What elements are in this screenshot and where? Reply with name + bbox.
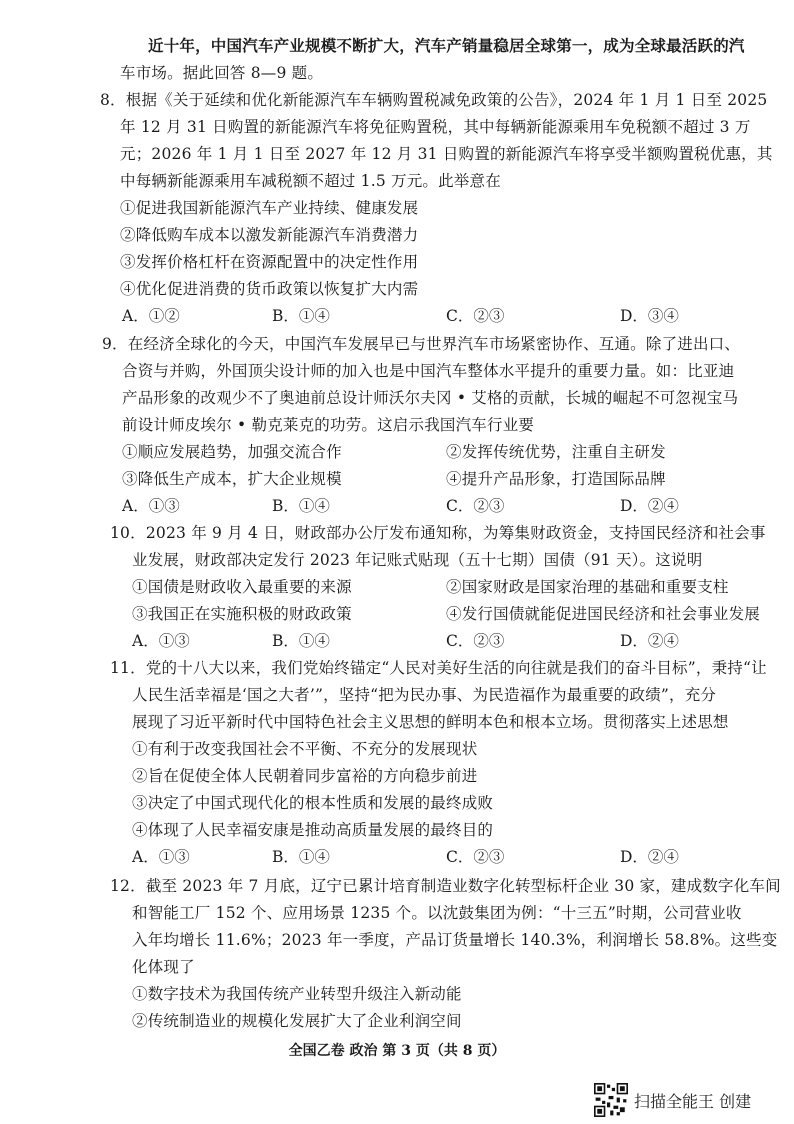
q9-statement-1: ①顺应发展趋势，加强交流合作 [122, 443, 342, 461]
q9-option-d[interactable]: D．②④ [620, 497, 679, 515]
q9-stem-line-3: 产品形象的改观少不了奥迪前总设计师沃尔夫冈 • 艾格的贡献，长城的崛起不可忽视宝马 [122, 389, 739, 407]
q8-stem-line-4: 中每辆新能源乘用车减税额不超过 1.5 万元。此举意在 [120, 172, 501, 190]
q11-statement-2: ②旨在促使全体人民朝着同步富裕的方向稳步前进 [132, 767, 478, 785]
q9-statement-2: ②发挥传统优势，注重自主研发 [446, 443, 666, 461]
q8-option-c[interactable]: C．②③ [446, 307, 505, 325]
q8-statement-2: ②降低购车成本以激发新能源汽车消费潜力 [120, 226, 419, 244]
q9-option-a[interactable]: A．①③ [122, 497, 180, 515]
q11-stem-line-1: 11．党的十八大以来，我们党始终锚定“人民对美好生活的向往就是我们的奋斗目标”，秉持“让 [110, 659, 767, 677]
page-footer: 全国乙卷 政治 第 3 页（共 8 页） [288, 1043, 506, 1059]
q10-stem-line-1: 10．2023 年 9 月 4 日，财政部办公厅发布通知称，为筹集财政资金，支持国民经济和社会事 [110, 524, 766, 542]
q10-statement-3: ③我国正在实施积极的财政政策 [132, 605, 352, 623]
q12-stem-line-2: 和智能工厂 152 个、应用场景 1235 个。以沈鼓集团为例：“十三五”时期，公司营业收 [132, 904, 742, 922]
q11-option-c[interactable]: C．②③ [446, 848, 505, 866]
intro-line-1: 近十年，中国汽车产业规模不断扩大，汽车产销量稳居全球第一，成为全球最活跃的汽 [148, 36, 745, 55]
q8-stem-line-2: 年 12 月 31 日购置的新能源汽车将免征购置税，其中每辆新能源乘用车免税额不超过 3 万 [120, 118, 751, 136]
q9-stem-line-4: 前设计师皮埃尔 • 勒克莱克的功劳。这启示我国汽车行业要 [122, 416, 535, 434]
q11-option-a[interactable]: A．①③ [132, 848, 190, 866]
qr-code-icon [594, 1083, 628, 1117]
q10-statement-4: ④发行国债就能促进国民经济和社会事业发展 [446, 605, 761, 623]
q8-statement-4: ④优化促进消费的货币政策以恢复扩大内需 [120, 280, 419, 298]
q9-statement-3: ③降低生产成本，扩大企业规模 [122, 470, 342, 488]
q11-statement-1: ①有利于改变我国社会不平衡、不充分的发展现状 [132, 740, 478, 758]
q12-stem-line-4: 化体现了 [132, 958, 195, 976]
q10-option-c[interactable]: C．②③ [446, 632, 505, 650]
q9-stem-line-2: 合资与并购，外国顶尖设计师的加入也是中国汽车整体水平提升的重要力量。如：比亚迪 [122, 362, 735, 380]
q9-option-b[interactable]: B．①④ [272, 497, 330, 515]
q12-stem-line-1: 12．截至 2023 年 7 月底，辽宁已累计培育制造业数字化转型标杆企业 30 家，建成数字化车间 [110, 877, 781, 895]
q11-statement-4: ④体现了人民幸福安康是推动高质量发展的最终目的 [132, 821, 494, 839]
q12-statement-2: ②传统制造业的规模化发展扩大了企业利润空间 [132, 1012, 462, 1030]
q12-statement-1: ①数字技术为我国传统产业转型升级注入新动能 [132, 985, 462, 1003]
q8-option-d[interactable]: D．③④ [620, 307, 679, 325]
q11-option-b[interactable]: B．①④ [272, 848, 330, 866]
q8-option-b[interactable]: B．①④ [272, 307, 330, 325]
q11-statement-3: ③决定了中国式现代化的根本性质和发展的最终成败 [132, 794, 494, 812]
q8-stem-line-3: 元；2026 年 1 月 1 日至 2027 年 12 月 31 日购置的新能源汽车将享受半额购置税优惠，其 [120, 145, 773, 163]
q11-option-d[interactable]: D．②④ [620, 848, 679, 866]
q10-option-a[interactable]: A．①③ [132, 632, 190, 650]
intro-line-2: 车市场。据此回答 8—9 题。 [120, 64, 324, 82]
q12-stem-line-3: 入年均增长 11.6%；2023 年一季度，产品订货量增长 140.3%，利润增长 58.8%。这些变 [132, 931, 778, 949]
q10-option-b[interactable]: B．①④ [272, 632, 330, 650]
q11-stem-line-2: 人民生活幸福是‘国之大者’”，坚持“把为民办事、为民造福作为最重要的政绩”，充分 [132, 686, 717, 704]
q10-statement-2: ②国家财政是国家治理的基础和重要支柱 [446, 578, 729, 596]
q8-statement-3: ③发挥价格杠杆在资源配置中的决定性作用 [120, 253, 419, 271]
q8-stem-line-1: 8．根据《关于延续和优化新能源汽车车辆购置税减免政策的公告》，2024 年 1 月 1 日至 2025 [100, 91, 768, 109]
scanner-watermark [594, 1082, 751, 1118]
q10-statement-1: ①国债是财政收入最重要的来源 [132, 578, 352, 596]
q9-stem-line-1: 9．在经济全球化的今天，中国汽车发展早已与世界汽车市场紧密协作、互通。除了进出口、 [102, 335, 741, 353]
q9-statement-4: ④提升产品形象，打造国际品牌 [446, 470, 666, 488]
scanner-brand-text: 扫描全能王 创建 [634, 1091, 752, 1111]
q11-stem-line-3: 展现了习近平新时代中国特色社会主义思想的鲜明本色和根本立场。贯彻落实上述思想 [132, 713, 729, 731]
q9-option-c[interactable]: C．②③ [446, 497, 505, 515]
q10-option-d[interactable]: D．②④ [620, 632, 679, 650]
q8-statement-1: ①促进我国新能源汽车产业持续、健康发展 [120, 199, 419, 217]
q10-stem-line-2: 业发展，财政部决定发行 2023 年记账式贴现（五十七期）国债（91 天）。这说明 [132, 551, 703, 569]
q8-option-a[interactable]: A．①② [122, 307, 180, 325]
